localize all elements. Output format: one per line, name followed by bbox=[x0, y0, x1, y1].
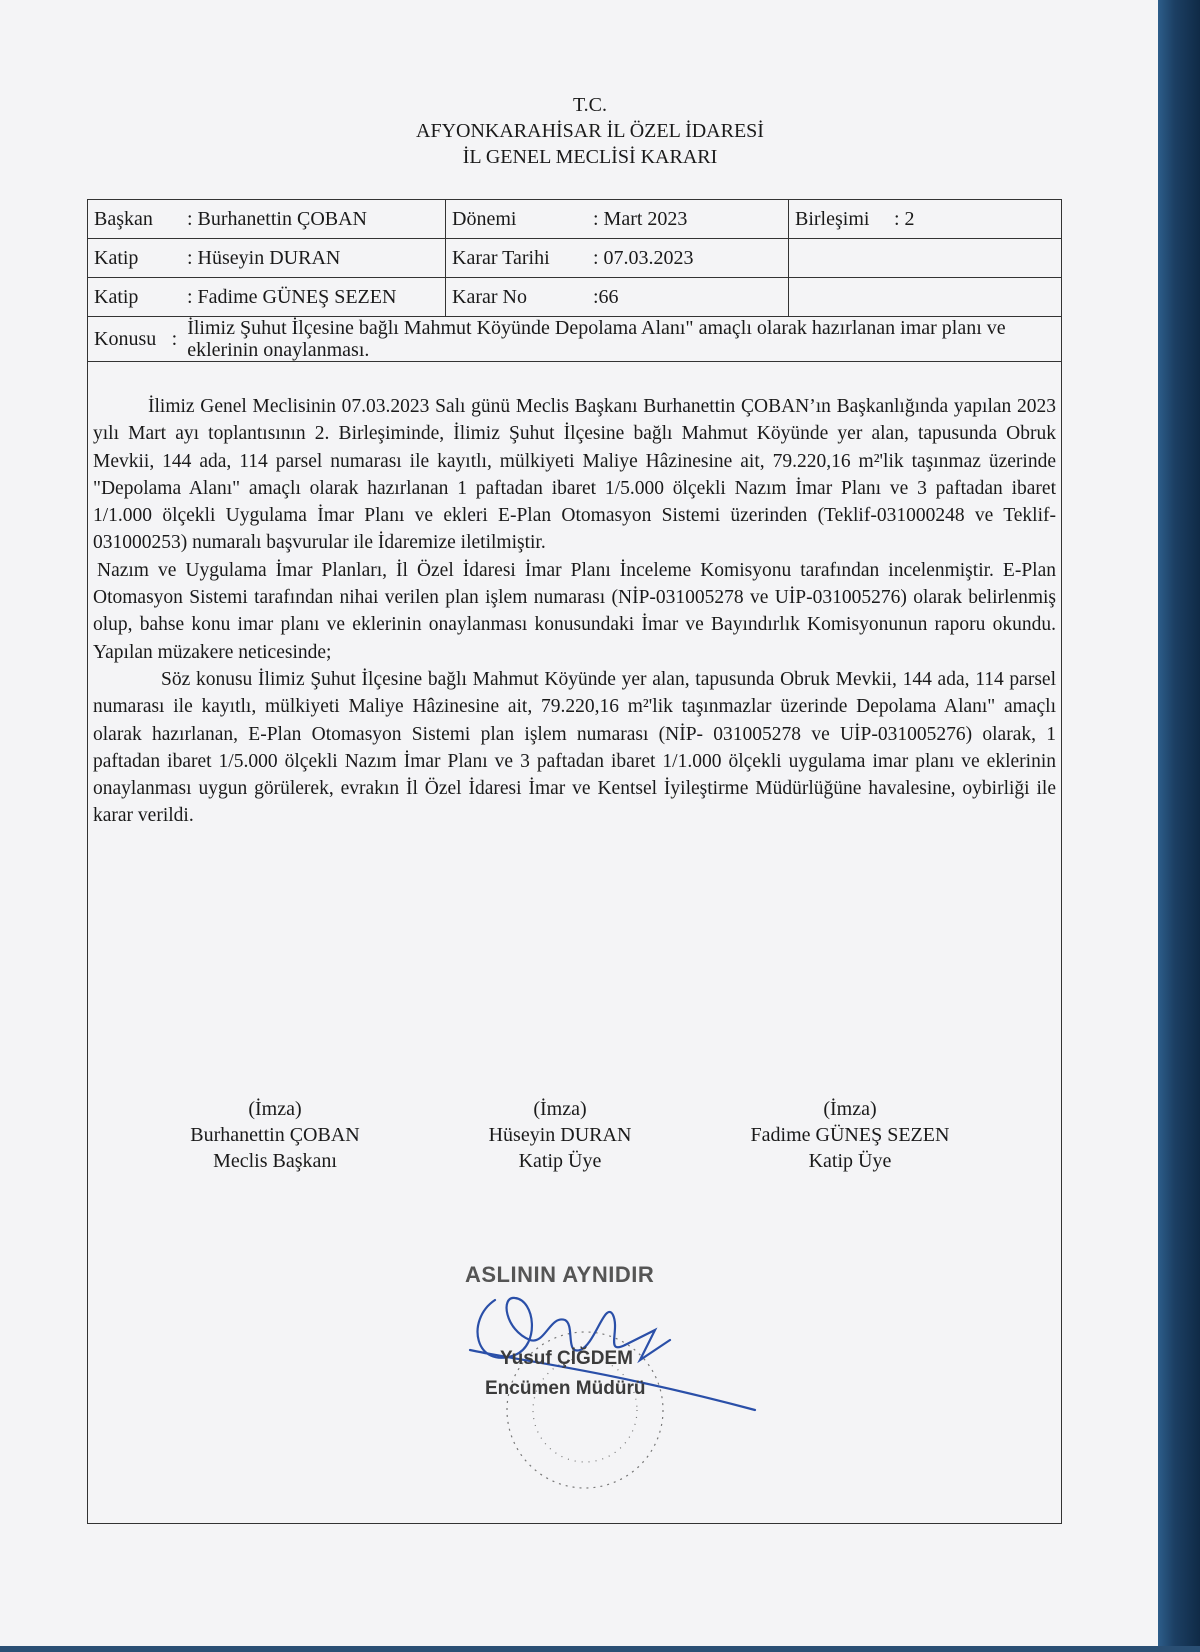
signature-role: Katip Üye bbox=[518, 1150, 602, 1172]
meta-cell-baskan bbox=[88, 200, 446, 239]
birlesimi-value: : 2 bbox=[894, 207, 915, 230]
baskan-value: : Burhanettin ÇOBAN bbox=[187, 207, 367, 230]
meta-row-subject bbox=[88, 317, 1062, 362]
katip2-value: : Fadime GÜNEŞ SEZEN bbox=[187, 285, 397, 308]
karar-tarihi-label: Karar Tarihi bbox=[452, 246, 550, 269]
stamp-role: Encümen Müdürü bbox=[485, 1378, 646, 1399]
header-tc: T.C. bbox=[572, 94, 608, 116]
header-decision-title: İL GENEL MECLİSİ KARARI bbox=[462, 146, 718, 168]
body-paragraph-1: İlimiz Genel Meclisinin 07.03.2023 Salı günü Meclis Başkanı Burhanettin ÇOBAN’ın Başkanlığında yapılan 2023 yılı Mart ayı toplantısının 2. Birleşiminde, İlimiz Şuhut İlçesine bağlı Mahmut Köyünde yer alan, tapusunda Obruk Mevkii, 144 ada, 114 parsel numarası ile kayıtlı, mülkiyeti Maliye Hâzinesine ait, 79.220,16 m²'lik taşınmaz üzerinde "Depolama Alanı" amaçlı olarak hazırlanan 1 paftadan ibaret 1/5.000 ölçekli Nazım İmar Planı ve 3 paftadan ibaret 1/1.000 ölçekli Uygulama İmar Planı ve ekleri E-Plan Otomasyon Sistemi üzerinden (Teklif-031000248 ve Teklif-031000253) numaralı başvurular ile İdaremize iletilmiştir. bbox=[93, 396, 1056, 554]
meta-table bbox=[87, 199, 1062, 362]
body-paragraph-2: Nazım ve Uygulama İmar Planları, İl Özel İdaresi İmar Planı İnceleme Komisyonu tarafından incelenmiştir. E-Plan Otomasyon Sistemi tarafından nihai verilen plan işlem numarası (NİP-031005278 ve UİP-031005276) olarak belirlenmiş olup, bahse konu imar planı ve eklerinin onaylanması konusundaki İmar ve Bayındırlık Komisyonunun raporu okundu. Yapılan müzakere neticesinde; bbox=[93, 559, 1056, 663]
meta-row bbox=[88, 239, 1062, 278]
meta-cell-donemi bbox=[446, 200, 789, 239]
signature-name: Fadime GÜNEŞ SEZEN bbox=[750, 1124, 950, 1146]
meta-cell-empty bbox=[789, 239, 1062, 278]
birlesimi-label: Birleşimi bbox=[795, 207, 870, 230]
signature-role: Meclis Başkanı bbox=[213, 1150, 337, 1172]
baskan-label: Başkan bbox=[94, 207, 153, 230]
header-institution: AFYONKARAHİSAR İL ÖZEL İDARESİ bbox=[416, 120, 764, 142]
signature-name: Hüseyin DURAN bbox=[488, 1124, 632, 1146]
decision-body bbox=[93, 393, 1056, 830]
signature-block-baskan bbox=[165, 1096, 385, 1174]
karar-tarihi-value: : 07.03.2023 bbox=[593, 246, 694, 269]
meta-cell-karar-tarihi bbox=[446, 239, 789, 278]
meta-cell-katip2 bbox=[88, 278, 446, 317]
subject-wrap bbox=[94, 317, 1055, 361]
meta-cell-karar-no bbox=[446, 278, 789, 317]
meta-cell-empty bbox=[789, 278, 1062, 317]
katip2-label: Katip bbox=[94, 285, 139, 308]
signature-imza: (İmza) bbox=[248, 1098, 302, 1120]
karar-no-label: Karar No bbox=[452, 285, 527, 308]
meta-cell-katip1 bbox=[88, 239, 446, 278]
konusu-colon: : bbox=[171, 327, 178, 350]
meta-row bbox=[88, 278, 1062, 317]
meta-row bbox=[88, 200, 1062, 239]
document-header bbox=[0, 92, 1180, 170]
body-paragraph-3: Söz konusu İlimiz Şuhut İlçesine bağlı Mahmut Köyünde yer alan, tapusunda Obruk Mevkii, 144 ada, 114 parsel numarası ile kayıtlı, mülkiyeti Maliye Hâzinesine ait, 79.220,16 m²'lik taşınmazlar üzerinde Depolama Alanı" amaçlı olarak hazırlanan, E-Plan Otomasyon Sistemi plan işlem numarası (NİP- 031005278 ve UİP-031005276) olarak, 1 paftadan ibaret 1/5.000 ölçekli Nazım İmar Planı ve 3 paftadan ibaret 1/1.000 ölçekli uygulama imar planı ve eklerinin onaylanması uygun görülerek, evrakın İl Özel İdaresi İmar ve Kentsel İyileştirme Müdürlüğüne havalesine, oybirliği ile karar verildi. bbox=[93, 668, 1056, 827]
donemi-label: Dönemi bbox=[452, 207, 517, 230]
signature-block-katip1 bbox=[460, 1096, 660, 1174]
signature-name: Burhanettin ÇOBAN bbox=[190, 1124, 360, 1146]
katip1-label: Katip bbox=[94, 246, 139, 269]
konusu-label: Konusu bbox=[94, 327, 157, 350]
donemi-value: : Mart 2023 bbox=[593, 207, 688, 230]
karar-no-value: :66 bbox=[593, 285, 619, 308]
signature-block-katip2 bbox=[720, 1096, 980, 1174]
signature-role: Katip Üye bbox=[808, 1150, 892, 1172]
meta-cell-birlesimi bbox=[789, 200, 1062, 239]
scan-edge bbox=[1158, 0, 1200, 1652]
signature-imza: (İmza) bbox=[823, 1098, 877, 1120]
katip1-value: : Hüseyin DURAN bbox=[187, 246, 341, 269]
stamp-name: Yusuf ÇİĞDEM bbox=[500, 1348, 634, 1369]
signature-imza: (İmza) bbox=[533, 1098, 587, 1120]
konusu-value: İlimiz Şuhut İlçesine bağlı Mahmut Köyünde Depolama Alanı" amaçlı olarak hazırlanan imar planı ve eklerinin onaylanması. bbox=[187, 317, 1006, 361]
stamp-title: ASLININ AYNIDIR bbox=[465, 1262, 655, 1287]
meta-cell-konusu bbox=[88, 317, 1062, 362]
